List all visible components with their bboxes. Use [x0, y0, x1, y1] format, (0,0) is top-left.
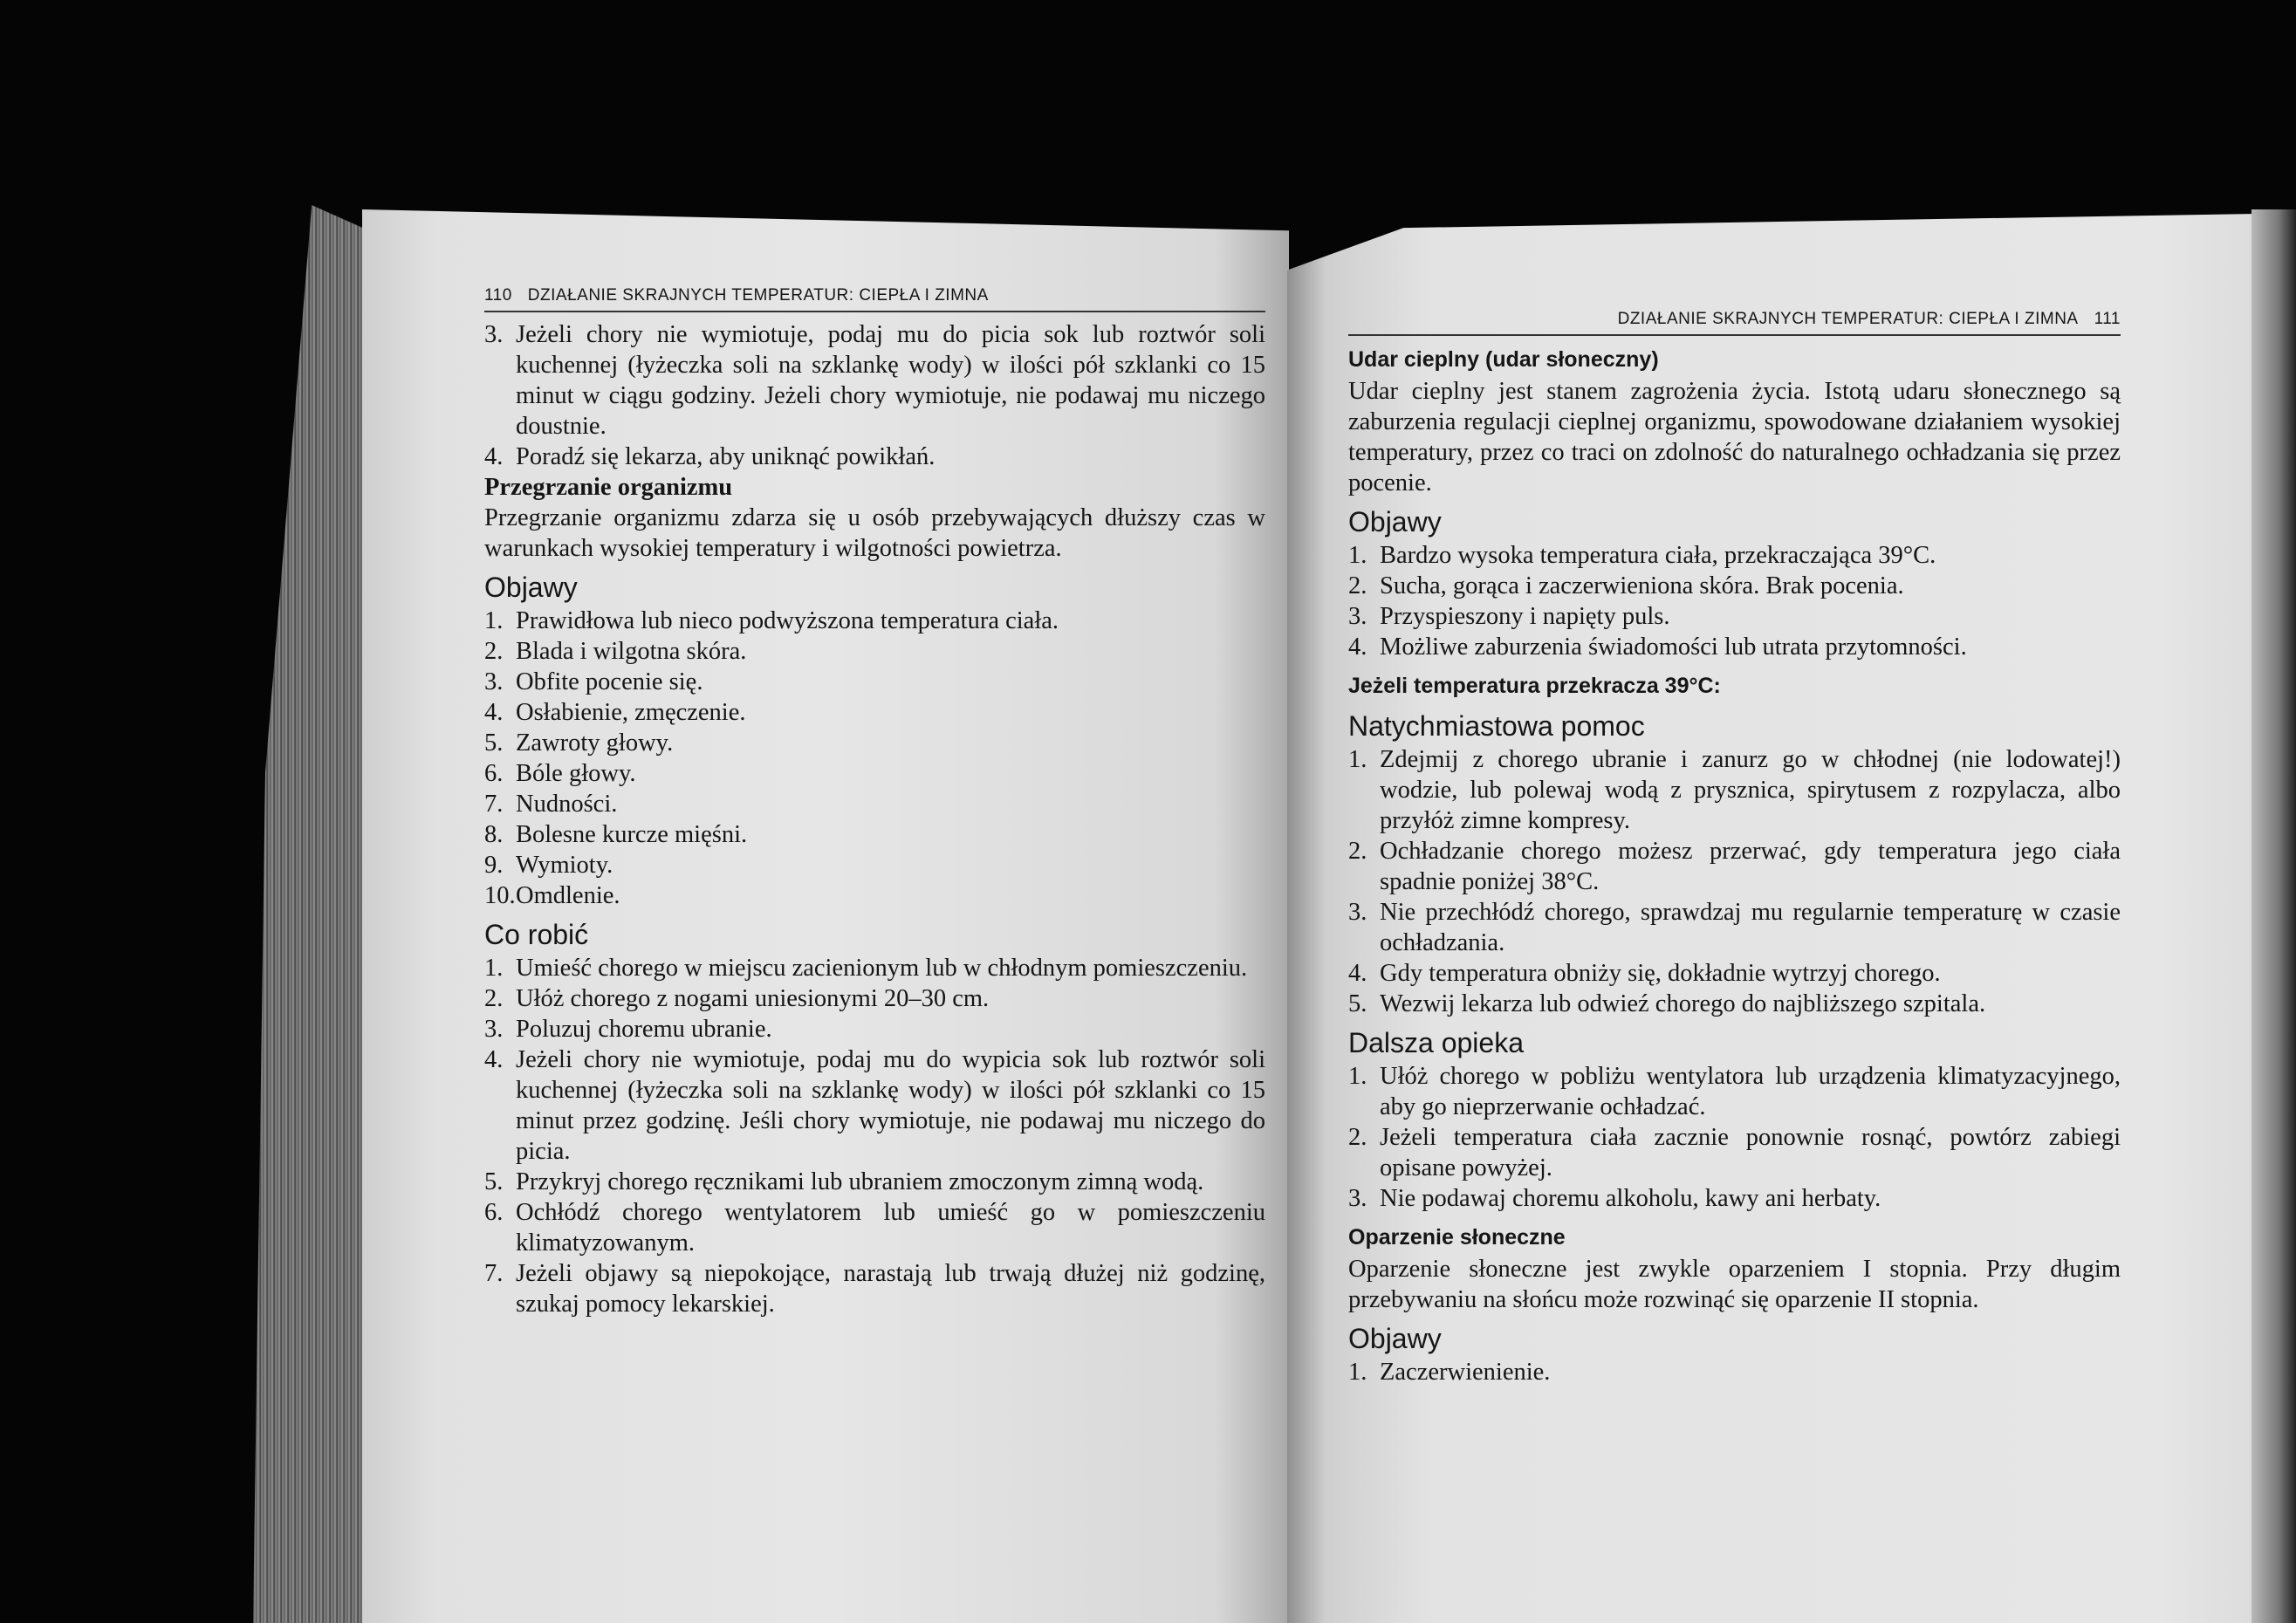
- list-item: 1. Ułóż chorego w pobliżu wentylatora lub urządzenia klimatyzacyjnego, aby go nieprzerwanie ochładzać.: [1348, 1063, 2121, 1120]
- page-number-right: 111: [2094, 310, 2121, 328]
- section-intro-sunburn: Oparzenie słoneczne jest zwykle oparzeniem I stopnia. Przy długim przebywaniu na słońcu może rozwinąć się oparzenie II stopnia.: [1348, 1256, 2121, 1313]
- left-page-content: [484, 286, 1265, 1319]
- list-item: 2. Sucha, gorąca i zaczerwieniona skóra. Brak pocenia.: [1348, 572, 1904, 599]
- temperature-condition-heading: Jeżeli temperatura przekracza 39°C:: [1348, 674, 1721, 698]
- section-intro-overheating: Przegrzanie organizmu zdarza się u osób przebywających dłuższy czas w warunkach wysokiej temperatury i wilgotności powietrza.: [484, 504, 1265, 562]
- list-item: 2. Jeżeli temperatura ciała zacznie ponownie rosnąć, powtórz zabiegi opisane powyżej.: [1348, 1124, 2121, 1181]
- list-item: 4. Poradź się lekarza, aby uniknąć powikłań.: [484, 443, 936, 470]
- book-page-edges-left: [253, 205, 375, 1623]
- further-care-list: [1348, 1061, 2121, 1214]
- running-head-right: [1348, 310, 2121, 336]
- list-item: 3. Jeżeli chory nie wymiotuje, podaj mu do picia sok lub roztwór soli kuchennej (łyżeczka soli na szklankę wody) w ilości pół szklanki co 15 minut w ciągu godziny. Jeżeli chory wymiotuje, nie podawaj mu niczego doustnie.: [484, 321, 1265, 440]
- list-item: 7. Nudności.: [484, 791, 618, 818]
- list-item: 4. Gdy temperatura obniży się, dokładnie wytrzyj chorego.: [1348, 960, 1941, 987]
- list-item: 4. Jeżeli chory nie wymiotuje, podaj mu do wypicia sok lub roztwór soli kuchennej (łyżeczka soli na szklankę wody) w ilości pół szklanki co 15 minut przez godzinę. Jeśli chory wymiotuje, nie podawaj mu niczego do picia.: [484, 1046, 1265, 1165]
- book-page-edges-right: [2251, 209, 2296, 1623]
- right-page-content: [1348, 310, 2121, 1387]
- list-item: 3. Obfite pocenie się.: [484, 668, 703, 695]
- running-head-left: [484, 286, 1265, 312]
- list-item: 2. Ochładzanie chorego możesz przerwać, gdy temperatura jego ciała spadnie poniżej 38°C.: [1348, 838, 2121, 895]
- sunburn-symptoms-heading: Objawy: [1348, 1323, 1442, 1354]
- sunburn-symptoms-list: [1348, 1357, 2121, 1387]
- list-item: 7. Jeżeli objawy są niepokojące, narastają lub trwają dłużej niż godzinę, szukaj pomocy lekarskiej.: [484, 1260, 1265, 1318]
- immediate-help-heading: Natychmiastowa pomoc: [1348, 710, 1645, 742]
- list-item: 6. Ochłódź chorego wentylatorem lub umieść go w pomieszczeniu klimatyzowanym.: [484, 1199, 1265, 1257]
- running-head-title-left: DZIAŁANIE SKRAJNYCH TEMPERATUR: CIEPŁA I ZIMNA: [527, 286, 989, 305]
- list-item: 1. Zdejmij z chorego ubranie i zanurz go w chłodnej (nie lodowatej!) wodzie, lub polewaj wodą z prysznica, spirytusem z rozpylacza, albo przyłóż zimne kompresy.: [1348, 746, 2121, 834]
- list-item: 5. Zawroty głowy.: [484, 729, 674, 757]
- list-item: 1. Bardzo wysoka temperatura ciała, przekraczająca 39°C.: [1348, 542, 1936, 569]
- list-item: 2. Blada i wilgotna skóra.: [484, 638, 747, 665]
- list-item: 1. Umieść chorego w miejscu zacienionym lub w chłodnym pomieszczeniu.: [484, 955, 1248, 982]
- list-item: 8. Bolesne kurcze mięśni.: [484, 821, 748, 848]
- list-item: 3. Przyspieszony i napięty puls.: [1348, 603, 1670, 630]
- further-care-heading: Dalsza opieka: [1348, 1027, 1524, 1058]
- list-item: 1. Zaczerwienienie.: [1348, 1359, 1551, 1386]
- immediate-help-list: [1348, 744, 2121, 1019]
- what-to-do-list: [484, 953, 1265, 1319]
- section-intro-heatstroke: Udar cieplny jest stanem zagrożenia życia. Istotą udaru słonecznego są zaburzenia regulacji cieplnej organizmu, spowodowane działaniem wysokiej temperatury, przez co traci on zdolność do naturalnego ochładzania się przez pocenie.: [1348, 378, 2121, 496]
- list-item: 4. Osłabienie, zmęczenie.: [484, 699, 746, 726]
- list-item: 3. Nie przechłódź chorego, sprawdzaj mu regularnie temperaturę w czasie ochładzania.: [1348, 899, 2121, 956]
- symptoms-heading-right: Objawy: [1348, 506, 1442, 538]
- section-title-heatstroke: Udar cieplny (udar słoneczny): [1348, 347, 1659, 372]
- section-title-overheating: Przegrzanie organizmu: [484, 474, 733, 501]
- symptoms-heading: Objawy: [484, 572, 578, 603]
- list-item: 4. Możliwe zaburzenia świadomości lub utrata przytomności.: [1348, 633, 1967, 661]
- section-title-sunburn: Oparzenie słoneczne: [1348, 1225, 1566, 1250]
- list-item: 3. Poluzuj choremu ubranie.: [484, 1016, 772, 1043]
- what-to-do-heading: Co robić: [484, 919, 589, 950]
- running-head-title-right: DZIAŁANIE SKRAJNYCH TEMPERATUR: CIEPŁA I ZIMNA: [1617, 310, 2079, 328]
- symptoms-list: [484, 606, 1265, 911]
- symptoms-list-right: [1348, 540, 2121, 662]
- continued-list: [484, 319, 1265, 472]
- list-item: 9. Wymioty.: [484, 852, 613, 879]
- list-item: 6. Bóle głowy.: [484, 760, 636, 787]
- list-item: 3. Nie podawaj choremu alkoholu, kawy ani herbaty.: [1348, 1185, 1881, 1212]
- list-item: 10. Omdlenie.: [484, 882, 620, 909]
- page-number-left: 110: [484, 286, 512, 305]
- list-item: 5. Wezwij lekarza lub odwieź chorego do najbliższego szpitala.: [1348, 990, 1986, 1017]
- list-item: 2. Ułóż chorego z nogami uniesionymi 20–30 cm.: [484, 985, 990, 1012]
- list-item: 5. Przykryj chorego ręcznikami lub ubraniem zmoczonym zimną wodą.: [484, 1168, 1204, 1195]
- list-item: 1. Prawidłowa lub nieco podwyższona temperatura ciała.: [484, 607, 1059, 634]
